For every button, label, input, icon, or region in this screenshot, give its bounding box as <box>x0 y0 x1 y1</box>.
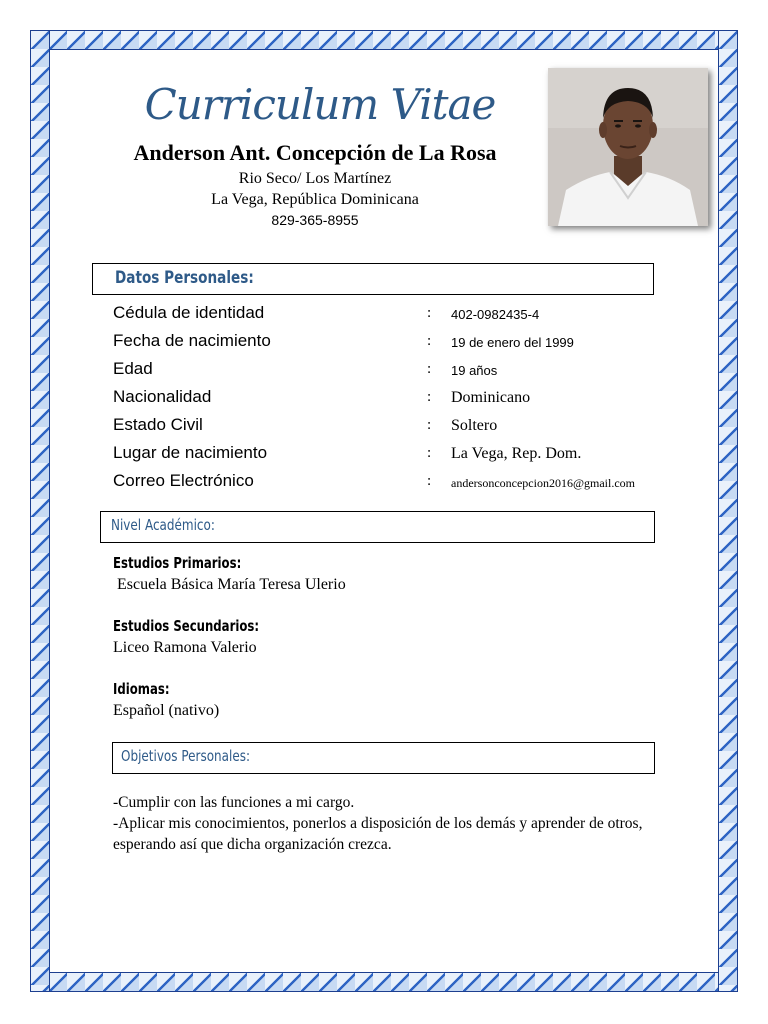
objective-line-2: -Aplicar mis conocimientos, ponerlos a disposición de los demás y aprender de otros, esperando así que dicha organización crezca. <box>113 815 643 853</box>
info-colon: : <box>427 445 432 461</box>
info-colon: : <box>427 473 432 489</box>
info-row-edad <box>113 359 673 383</box>
edu-value-primarios: Escuela Básica María Teresa Ulerio <box>117 576 346 593</box>
edu-value-secundarios: Liceo Ramona Valerio <box>113 639 257 656</box>
info-colon: : <box>427 417 432 433</box>
info-row-cedula <box>113 303 673 327</box>
objective-line-1: -Cumplir con las funciones a mi cargo. <box>113 794 355 811</box>
portrait-photo <box>548 68 708 226</box>
info-label: Estado Civil <box>113 415 203 434</box>
info-label: Nacionalidad <box>113 387 212 406</box>
info-label: Fecha de nacimiento <box>113 331 271 350</box>
border-left <box>30 30 50 992</box>
section-objetivos-personales <box>112 742 655 774</box>
section-heading: Objetivos Personales: <box>121 747 251 765</box>
info-value: La Vega, Rep. Dom. <box>451 445 582 462</box>
info-label: Lugar de nacimiento <box>113 443 268 462</box>
info-label: Cédula de identidad <box>113 303 265 322</box>
edu-label-secundarios: Estudios Secundarios: <box>113 617 260 635</box>
address-line-2: La Vega, República Dominicana <box>211 191 419 208</box>
section-nivel-academico <box>100 511 655 543</box>
info-value: Soltero <box>451 417 498 434</box>
border-bottom <box>30 972 738 992</box>
info-value: 19 años <box>451 363 498 378</box>
info-row-correo <box>113 471 673 495</box>
section-heading: Nivel Académico: <box>111 516 215 534</box>
info-colon: : <box>427 305 432 321</box>
info-value: 19 de enero del 1999 <box>451 335 574 350</box>
info-colon: : <box>427 389 432 405</box>
info-colon: : <box>427 361 432 377</box>
edu-value-idiomas: Español (nativo) <box>113 702 220 719</box>
section-datos-personales <box>92 263 654 295</box>
info-row-estado-civil <box>113 415 673 439</box>
info-row-nacionalidad <box>113 387 673 411</box>
info-row-lugar-nacimiento <box>113 443 673 467</box>
border-right <box>718 30 738 992</box>
info-row-fecha-nacimiento <box>113 331 673 355</box>
info-value: Dominicano <box>451 389 531 406</box>
info-value: andersonconcepcion2016@gmail.com <box>451 476 635 490</box>
info-value: 402-0982435-4 <box>451 307 540 322</box>
address-line-1: Rio Seco/ Los Martínez <box>238 170 392 187</box>
section-heading: Datos Personales: <box>115 268 254 288</box>
info-label: Correo Electrónico <box>113 471 254 490</box>
info-colon: : <box>427 333 432 349</box>
portrait-image <box>548 68 708 226</box>
document-title: Curriculum Vitae <box>144 80 496 129</box>
candidate-name: Anderson Ant. Concepción de La Rosa <box>133 140 497 165</box>
edu-label-primarios: Estudios Primarios: <box>113 554 242 572</box>
info-label: Edad <box>113 359 153 378</box>
edu-label-idiomas: Idiomas: <box>113 680 170 698</box>
border-top <box>30 30 738 50</box>
phone-number: 829-365-8955 <box>271 212 359 228</box>
